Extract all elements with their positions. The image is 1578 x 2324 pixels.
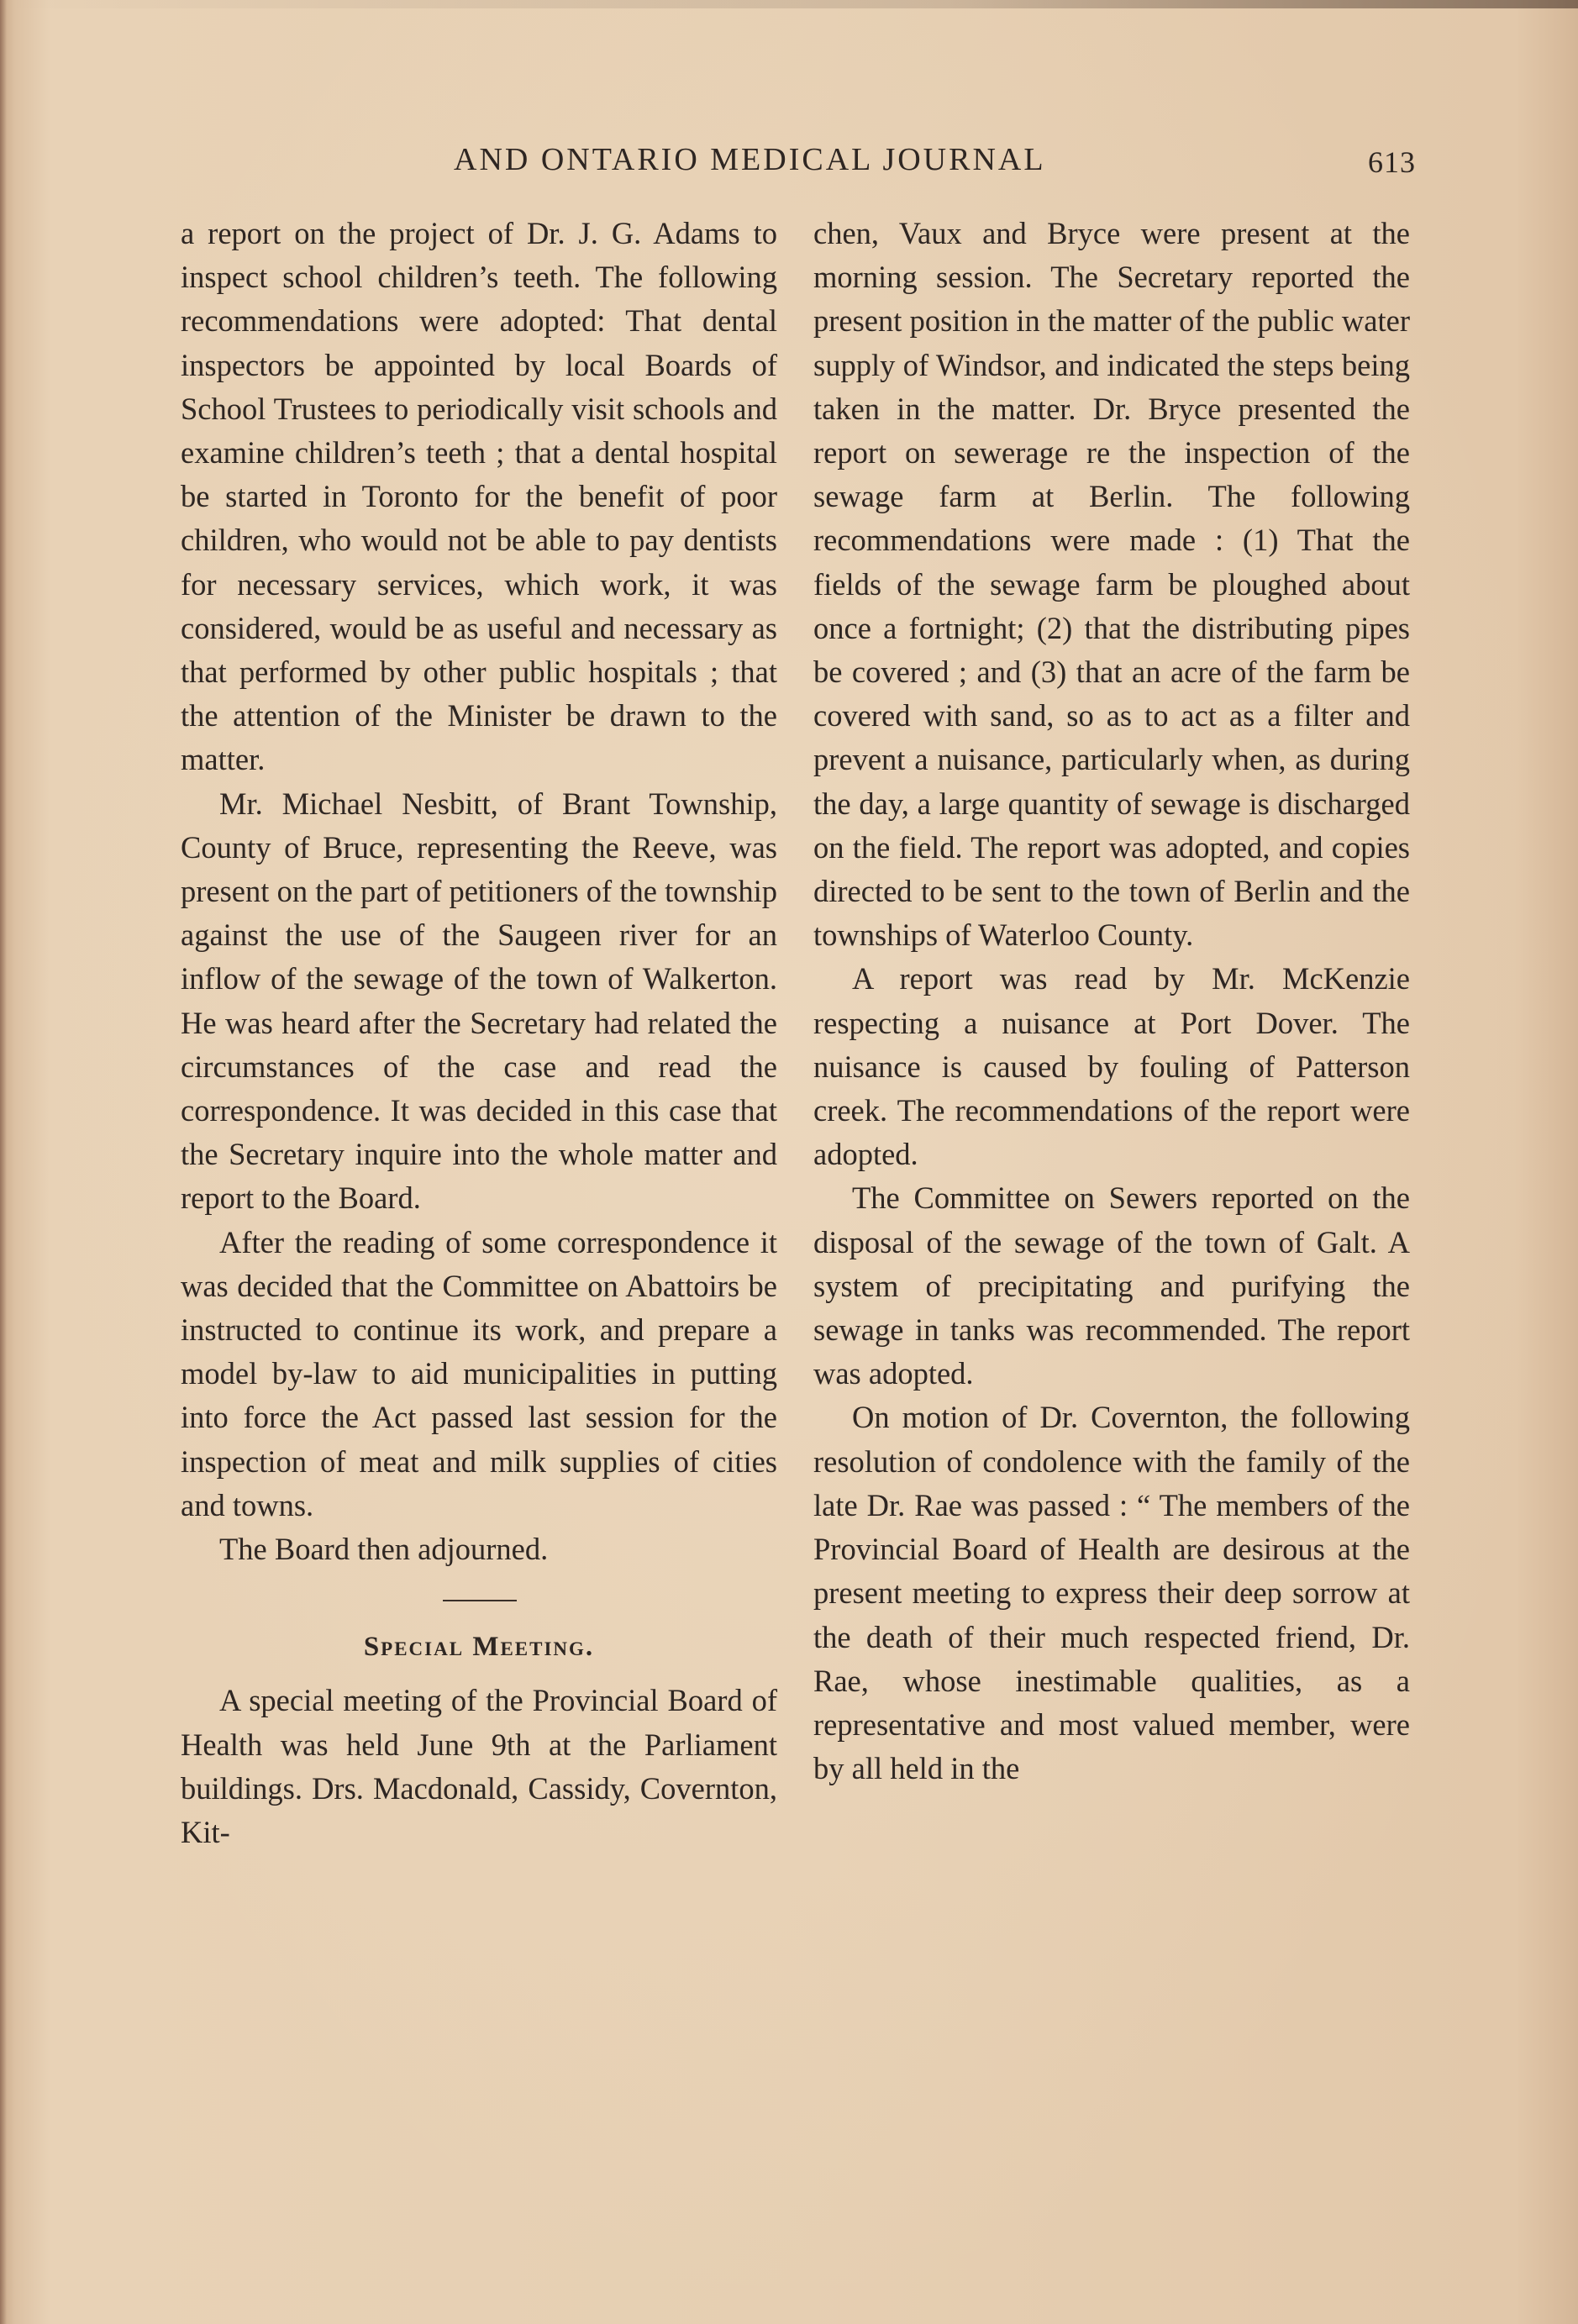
running-header: [176, 141, 1416, 192]
running-title: AND ONTARIO MEDICAL JOURNAL: [454, 142, 1046, 177]
paragraph-port-dover: A report was read by Mr. McKenzie respecting a nuisance at Port Dover. The nuisance is caused by fouling of Patterson creek. The recommendations of the report were adopted.: [813, 961, 1410, 1172]
paragraph-dental-report: a report on the project of Dr. J. G. Adams to inspect school children’s teeth. The following recommendations were adopted: That dental inspectors be appointed by local Boards of School Trustees to periodically visit schools and examine children’s teeth ; that a dental hospital be started in Toronto for the benefit of poor children, who would not be able to pay dentists for necessary services, which work, it was considered, would be as useful and necessary as that performed by other public hospitals ; that the attention of the Minister be drawn to the matter.: [181, 216, 777, 777]
paragraph-abattoirs: After the reading of some correspondence it was decided that the Committee on Abattoirs be instructed to continue its work, and prepare a model by-law to aid municipalities in putting into force the Act passed last session for the inspection of meat and milk supplies of cities and towns.: [181, 1224, 777, 1522]
paragraph-adjourned: The Board then adjourned.: [219, 1532, 549, 1567]
section-divider: [443, 1600, 517, 1601]
section-heading: Special Meeting.: [363, 1632, 595, 1663]
paragraph-nesbitt: Mr. Michael Nesbitt, of Brant Township, County of Bruce, representing the Reeve, was present on the part of petitioners of the township against the use of the Saugeen river for an inflow of the sewage of the town of Walkerton. He was heard after the Secretary had related the circumstances of the case and read the correspondence. It was decided in this case that the Secretary inquire into the whole matter and report to the Board.: [181, 786, 777, 1216]
page-number: 613: [1368, 145, 1416, 179]
paragraph-sewage-farm: chen, Vaux and Bryce were present at the morning session. The Secretary reported the present position in the matter of the public water supply of Windsor, and indicated the steps being taken in the matter. Dr. Bryce presented the report on sewerage re the inspection of the sewage farm at Berlin. The following recommendations were made : (1) That the fields of the sewage farm be ploughed about once a fortnight; (2) that the distributing pipes be covered ; and (3) that an acre of the farm be covered with sand, so as to act as a filter and prevent a nuisance, particularly when, as during the day, a large quantity of sewage is discharged on the field. The report was adopted, and copies directed to be sent to the town of Berlin and the townships of Waterloo County.: [813, 216, 1410, 953]
right-column: [813, 212, 1410, 1790]
paragraph-condolence: On motion of Dr. Covernton, the following resolution of condolence with the family of the late Dr. Rae was passed : “ The members of the Provincial Board of Health are desirous at the present meeting to express their deep sorrow at the death of their much respected friend, Dr. Rae, whose inestimable qualities, as a representative and most valued member, were by all held in the: [813, 1400, 1410, 1786]
paragraph-galt-sewers: The Committee on Sewers reported on the disposal of the sewage of the town of Galt. A system of precipitating and purifying the sewage in tanks was recommended. The report was adopted.: [813, 1180, 1410, 1391]
page-left-edge: [0, 0, 7, 2324]
paragraph-special-meeting: A special meeting of the Provincial Board of Health was held June 9th at the Parliament buildings. Drs. Macdonald, Cassidy, Covernton, Kit-: [181, 1683, 777, 1849]
page-top-edge: [0, 0, 1578, 8]
left-column: [181, 212, 777, 1854]
